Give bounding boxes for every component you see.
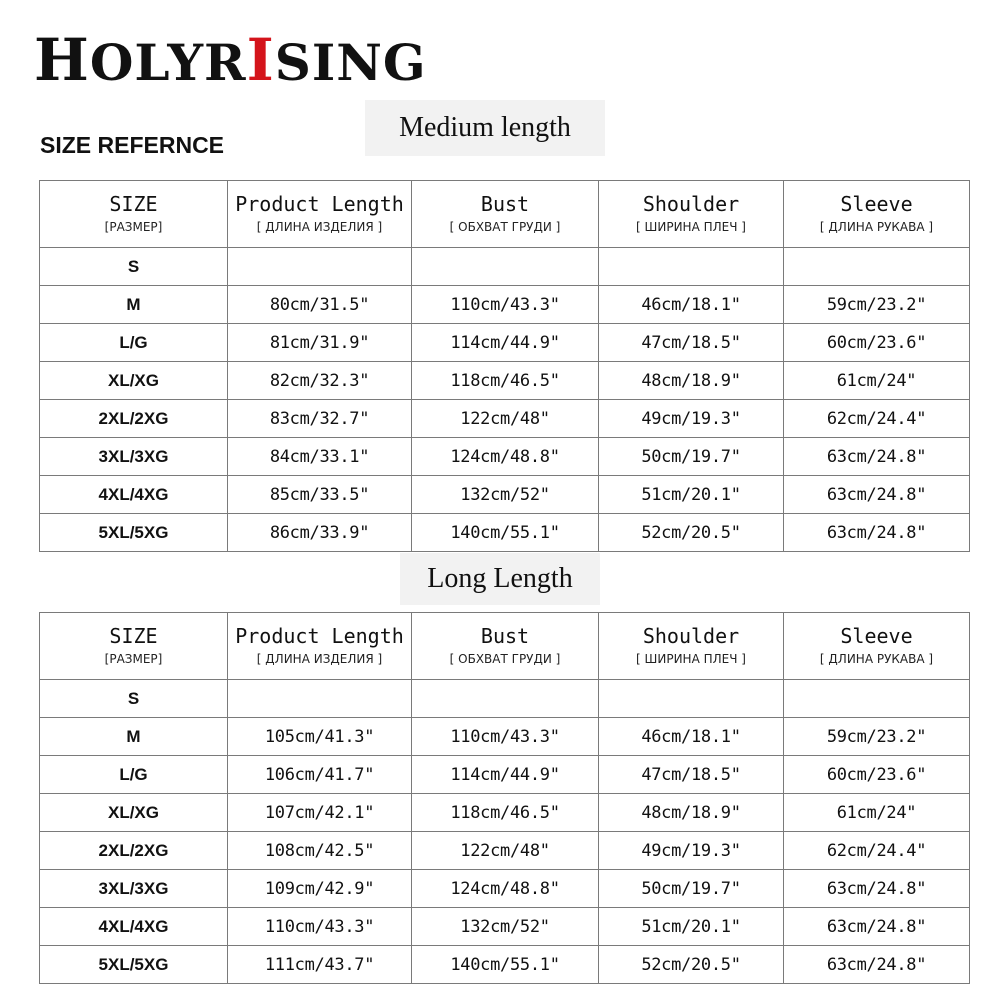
size-cell: 4XL/4XG (40, 476, 228, 514)
shoulder-cell: 52cm/20.5" (599, 514, 784, 552)
table-row (40, 476, 970, 514)
size-cell: 3XL/3XG (40, 438, 228, 476)
sleeve-cell: 61cm/24" (784, 362, 970, 400)
sleeve-cell: 59cm/23.2" (784, 718, 970, 756)
length-cell: 86cm/33.9" (228, 514, 412, 552)
bust-cell: 118cm/46.5" (412, 362, 599, 400)
bust-cell: 110cm/43.3" (412, 718, 599, 756)
table-header-row (40, 613, 970, 680)
logo-letters-sing: SING (274, 33, 427, 92)
length-cell: 111cm/43.7" (228, 946, 412, 984)
bust-cell: 110cm/43.3" (412, 286, 599, 324)
shoulder-cell: 50cm/19.7" (599, 870, 784, 908)
table-row (40, 680, 970, 718)
table-row (40, 324, 970, 362)
column-header-size: SIZE [РАЗМЕР] (40, 181, 228, 248)
size-cell: 5XL/5XG (40, 946, 228, 984)
bust-cell: 122cm/48" (412, 400, 599, 438)
length-cell: 109cm/42.9" (228, 870, 412, 908)
sleeve-cell: 60cm/23.6" (784, 324, 970, 362)
size-cell: 4XL/4XG (40, 908, 228, 946)
shoulder-cell: 46cm/18.1" (599, 718, 784, 756)
bust-cell: 124cm/48.8" (412, 870, 599, 908)
sleeve-cell: 62cm/24.4" (784, 832, 970, 870)
sleeve-cell: 60cm/23.6" (784, 756, 970, 794)
length-cell: 85cm/33.5" (228, 476, 412, 514)
length-cell: 84cm/33.1" (228, 438, 412, 476)
bust-cell: 124cm/48.8" (412, 438, 599, 476)
size-cell: S (40, 680, 228, 718)
column-header-bust: Bust [ ОБХВАТ ГРУДИ ] (412, 613, 599, 680)
column-header-sleeve: Sleeve [ ДЛИНА РУКАВА ] (784, 181, 970, 248)
shoulder-cell: 51cm/20.1" (599, 476, 784, 514)
table-row (40, 870, 970, 908)
table-row (40, 400, 970, 438)
size-cell: 2XL/2XG (40, 832, 228, 870)
length-cell: 110cm/43.3" (228, 908, 412, 946)
shoulder-cell: 51cm/20.1" (599, 908, 784, 946)
bust-cell: 132cm/52" (412, 476, 599, 514)
size-cell: L/G (40, 756, 228, 794)
logo-letter-i: I (246, 26, 275, 94)
table-row (40, 286, 970, 324)
medium-length-title: Medium length (365, 100, 605, 156)
table-row (40, 362, 970, 400)
length-cell (228, 680, 412, 718)
shoulder-cell (599, 680, 784, 718)
sleeve-cell: 63cm/24.8" (784, 946, 970, 984)
bust-cell: 140cm/55.1" (412, 514, 599, 552)
sleeve-cell: 63cm/24.8" (784, 870, 970, 908)
bust-cell: 118cm/46.5" (412, 794, 599, 832)
size-reference-heading: SIZE REFERNCE (40, 132, 225, 158)
sleeve-cell (784, 248, 970, 286)
sleeve-cell (784, 680, 970, 718)
shoulder-cell: 47cm/18.5" (599, 324, 784, 362)
long-size-table (39, 612, 970, 984)
length-cell (228, 248, 412, 286)
size-cell: S (40, 248, 228, 286)
column-header-size: SIZE [РАЗМЕР] (40, 613, 228, 680)
table-row (40, 756, 970, 794)
column-header-length: Product Length [ ДЛИНА ИЗДЕЛИЯ ] (228, 181, 412, 248)
length-cell: 108cm/42.5" (228, 832, 412, 870)
size-cell: 5XL/5XG (40, 514, 228, 552)
size-cell: XL/XG (40, 362, 228, 400)
sleeve-cell: 63cm/24.8" (784, 438, 970, 476)
length-cell: 107cm/42.1" (228, 794, 412, 832)
bust-cell (412, 680, 599, 718)
shoulder-cell (599, 248, 784, 286)
medium-size-table (39, 180, 970, 552)
shoulder-cell: 49cm/19.3" (599, 400, 784, 438)
size-cell: 3XL/3XG (40, 870, 228, 908)
column-header-bust: Bust [ ОБХВАТ ГРУДИ ] (412, 181, 599, 248)
shoulder-cell: 46cm/18.1" (599, 286, 784, 324)
size-cell: 2XL/2XG (40, 400, 228, 438)
sleeve-cell: 63cm/24.8" (784, 514, 970, 552)
table-row (40, 946, 970, 984)
length-cell: 82cm/32.3" (228, 362, 412, 400)
bust-cell (412, 248, 599, 286)
size-cell: M (40, 286, 228, 324)
logo-letters-olyr: OLYR (89, 33, 247, 92)
table-row (40, 438, 970, 476)
column-header-shoulder: Shoulder [ ШИРИНА ПЛЕЧ ] (599, 613, 784, 680)
table-row (40, 248, 970, 286)
long-length-title: Long Length (400, 553, 600, 605)
size-cell: XL/XG (40, 794, 228, 832)
size-cell: M (40, 718, 228, 756)
shoulder-cell: 52cm/20.5" (599, 946, 784, 984)
length-cell: 80cm/31.5" (228, 286, 412, 324)
shoulder-cell: 47cm/18.5" (599, 756, 784, 794)
bust-cell: 140cm/55.1" (412, 946, 599, 984)
table-row (40, 514, 970, 552)
shoulder-cell: 50cm/19.7" (599, 438, 784, 476)
column-header-sleeve: Sleeve [ ДЛИНА РУКАВА ] (784, 613, 970, 680)
length-cell: 105cm/41.3" (228, 718, 412, 756)
column-header-length: Product Length [ ДЛИНА ИЗДЕЛИЯ ] (228, 613, 412, 680)
logo-letter-h: H (34, 26, 90, 94)
shoulder-cell: 48cm/18.9" (599, 362, 784, 400)
table-row (40, 794, 970, 832)
length-cell: 106cm/41.7" (228, 756, 412, 794)
table-row (40, 832, 970, 870)
sleeve-cell: 61cm/24" (784, 794, 970, 832)
bust-cell: 122cm/48" (412, 832, 599, 870)
sleeve-cell: 62cm/24.4" (784, 400, 970, 438)
size-cell: L/G (40, 324, 228, 362)
sleeve-cell: 63cm/24.8" (784, 476, 970, 514)
bust-cell: 132cm/52" (412, 908, 599, 946)
table-header-row (40, 181, 970, 248)
length-cell: 81cm/31.9" (228, 324, 412, 362)
table-row (40, 718, 970, 756)
column-header-shoulder: Shoulder [ ШИРИНА ПЛЕЧ ] (599, 181, 784, 248)
brand-logo (34, 26, 427, 94)
table-row (40, 908, 970, 946)
bust-cell: 114cm/44.9" (412, 756, 599, 794)
shoulder-cell: 49cm/19.3" (599, 832, 784, 870)
sleeve-cell: 63cm/24.8" (784, 908, 970, 946)
bust-cell: 114cm/44.9" (412, 324, 599, 362)
sleeve-cell: 59cm/23.2" (784, 286, 970, 324)
length-cell: 83cm/32.7" (228, 400, 412, 438)
shoulder-cell: 48cm/18.9" (599, 794, 784, 832)
